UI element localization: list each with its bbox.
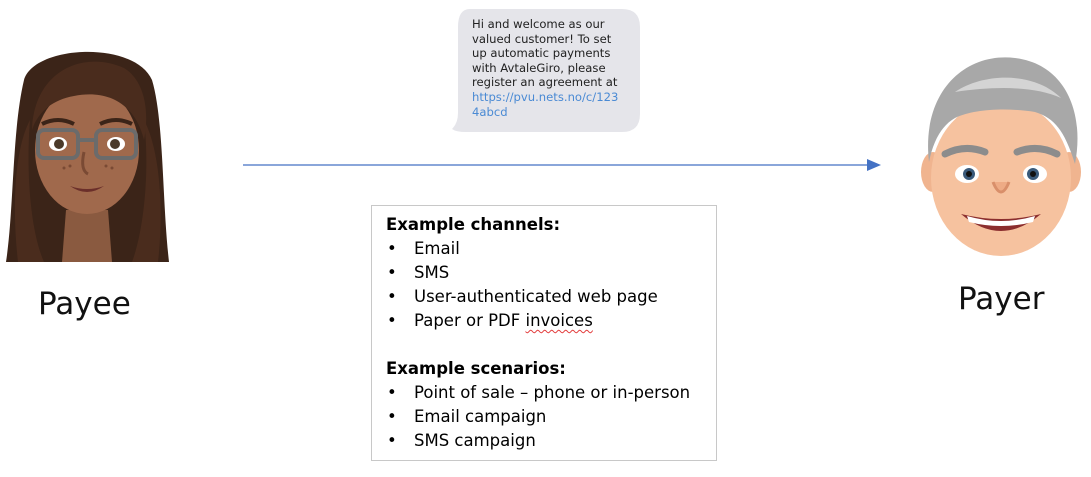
list-item: • Email xyxy=(386,237,704,261)
list-item: • Email campaign xyxy=(386,405,704,429)
spellcheck-word: invoices xyxy=(525,311,593,330)
list-item xyxy=(386,309,704,333)
payer-avatar xyxy=(915,52,1087,262)
payee-avatar-icon xyxy=(4,40,170,266)
list-item-text: User-authenticated web page xyxy=(414,287,658,306)
list-item xyxy=(386,285,704,309)
channels-list xyxy=(386,237,704,333)
list-item: • SMS campaign xyxy=(386,429,704,453)
examples-box xyxy=(371,205,717,461)
payer-avatar-icon xyxy=(915,52,1087,262)
arrowhead-icon xyxy=(867,159,881,171)
payee-label: Payee xyxy=(38,286,131,322)
sms-message-text: Hi and welcome as our valued customer! To set up automatic payments with AvtaleGiro, please register an agreement at xyxy=(472,17,618,90)
sms-speech-bubble xyxy=(452,9,640,132)
payee-avatar xyxy=(4,40,170,266)
agreement-link[interactable]: https://pvu.nets.no/c/1234abcd xyxy=(472,89,619,119)
list-item: • Point of sale – phone or in-person xyxy=(386,381,704,405)
flow-arrow xyxy=(243,156,883,174)
list-item-text: Paper or PDF xyxy=(414,311,521,330)
payer-label: Payer xyxy=(958,281,1045,317)
scenarios-heading: Example scenarios: xyxy=(386,359,566,378)
list-item: • SMS xyxy=(386,261,704,285)
channels-heading: Example channels: xyxy=(386,215,561,234)
scenarios-list xyxy=(386,381,704,453)
